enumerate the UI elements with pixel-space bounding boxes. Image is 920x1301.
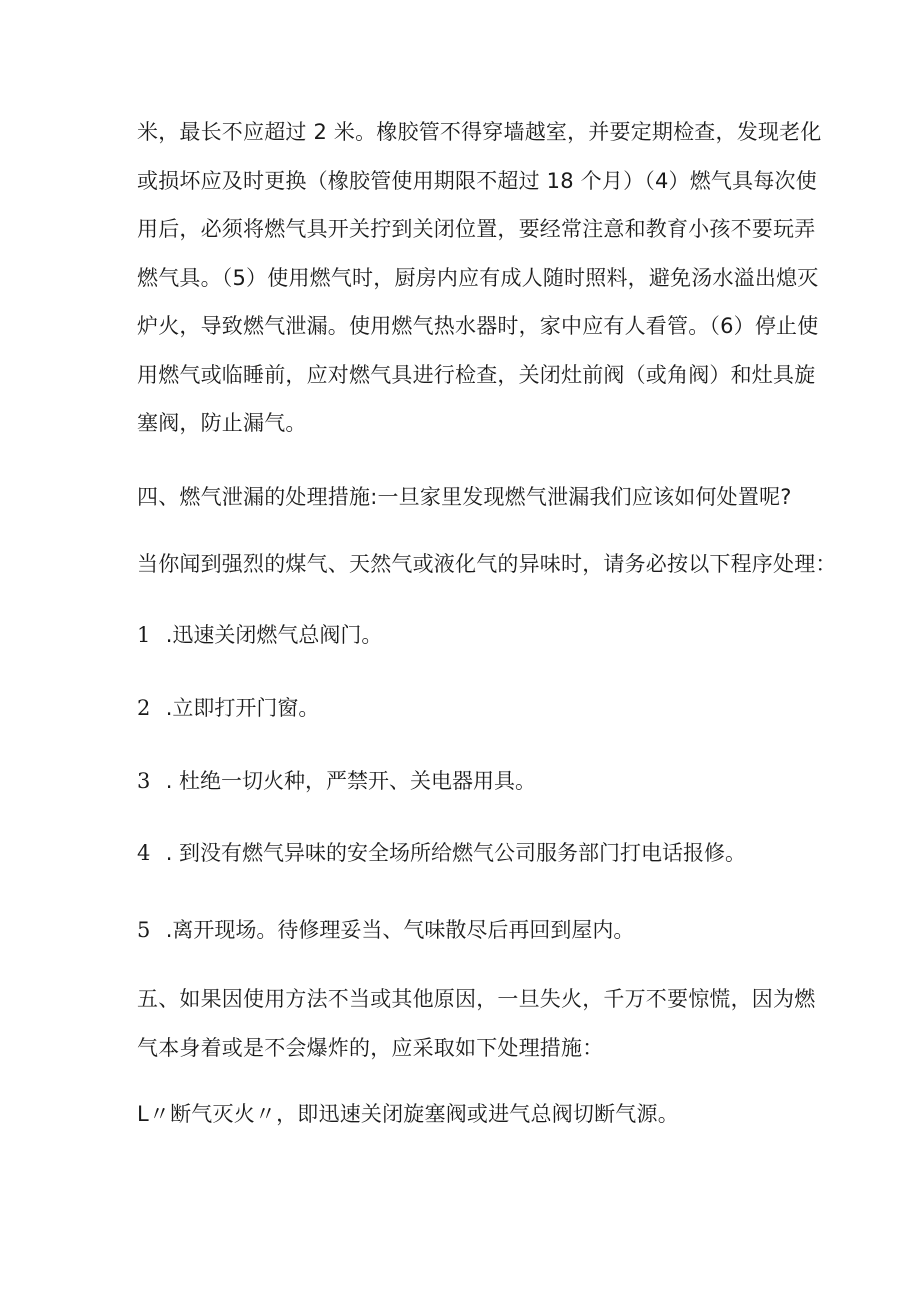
list-number: 1 [137,623,151,647]
text-line: 燃气具。（5）使用燃气时，厨房内应有成人随时照料，避免汤水溢出熄灭 [137,265,819,290]
list-item [137,693,319,723]
intro-paragraph: 当你闻到强烈的煤气、天然气或液化气的异味时，请务必按以下程序处理： [137,552,837,576]
section-heading-fire-handling [137,975,816,1072]
list-item [137,620,382,650]
list-text: .迅速关闭燃气总阀门。 [165,623,383,647]
list-number: 5 [137,918,151,942]
list-number: 2 [137,696,151,720]
list-text: .离开现场。待修理妥当、气味散尽后再回到屋内。 [165,918,635,942]
text-line: 用燃气或临睡前，应对燃气具进行检查，关闭灶前阀（或角阀）和灶具旋 [137,362,816,387]
fire-step-paragraph: L〃断气灭火〃，即迅速关闭旋塞阀或进气总阀切断气源。 [137,1102,679,1126]
paragraph-safety-rules [137,108,822,448]
list-text: . 到没有燃气异味的安全场所给燃气公司服务部门打电话报修。 [165,841,747,865]
list-number: 4 [137,841,151,865]
text-line: 用后，必须将燃气具开关拧到关闭位置，要经常注意和教育小孩不要玩弄 [137,217,816,241]
list-text: .立即打开门窗。 [165,696,320,720]
list-item [137,915,634,945]
section-heading-leak-handling: 四、燃气泄漏的处理措施:一旦家里发现燃气泄漏我们应该如何处置呢? [137,485,792,509]
text-line: 炉火，导致燃气泄漏。使用燃气热水器时，家中应有人看管。（6）停止使 [137,314,819,338]
list-item [137,766,536,796]
text-line: 或损坏应及时更换（橡胶管使用期限不超过 18 个月）（4）燃气具每次使 [137,168,817,193]
list-item [137,838,746,868]
text-line: 米，最长不应超过 2 米。橡胶管不得穿墙越室，并要定期检查，发现老化 [137,120,822,144]
text-line: 塞阀，防止漏气。 [137,411,307,435]
text-line: 气本身着或是不会爆炸的，应采取如下处理措施： [137,1035,604,1060]
text-line: 五、如果因使用方法不当或其他原因，一旦失火，千万不要惊慌，因为燃 [137,987,816,1011]
list-number: 3 [137,769,151,793]
list-text: . 杜绝一切火种，严禁开、关电器用具。 [165,769,537,793]
